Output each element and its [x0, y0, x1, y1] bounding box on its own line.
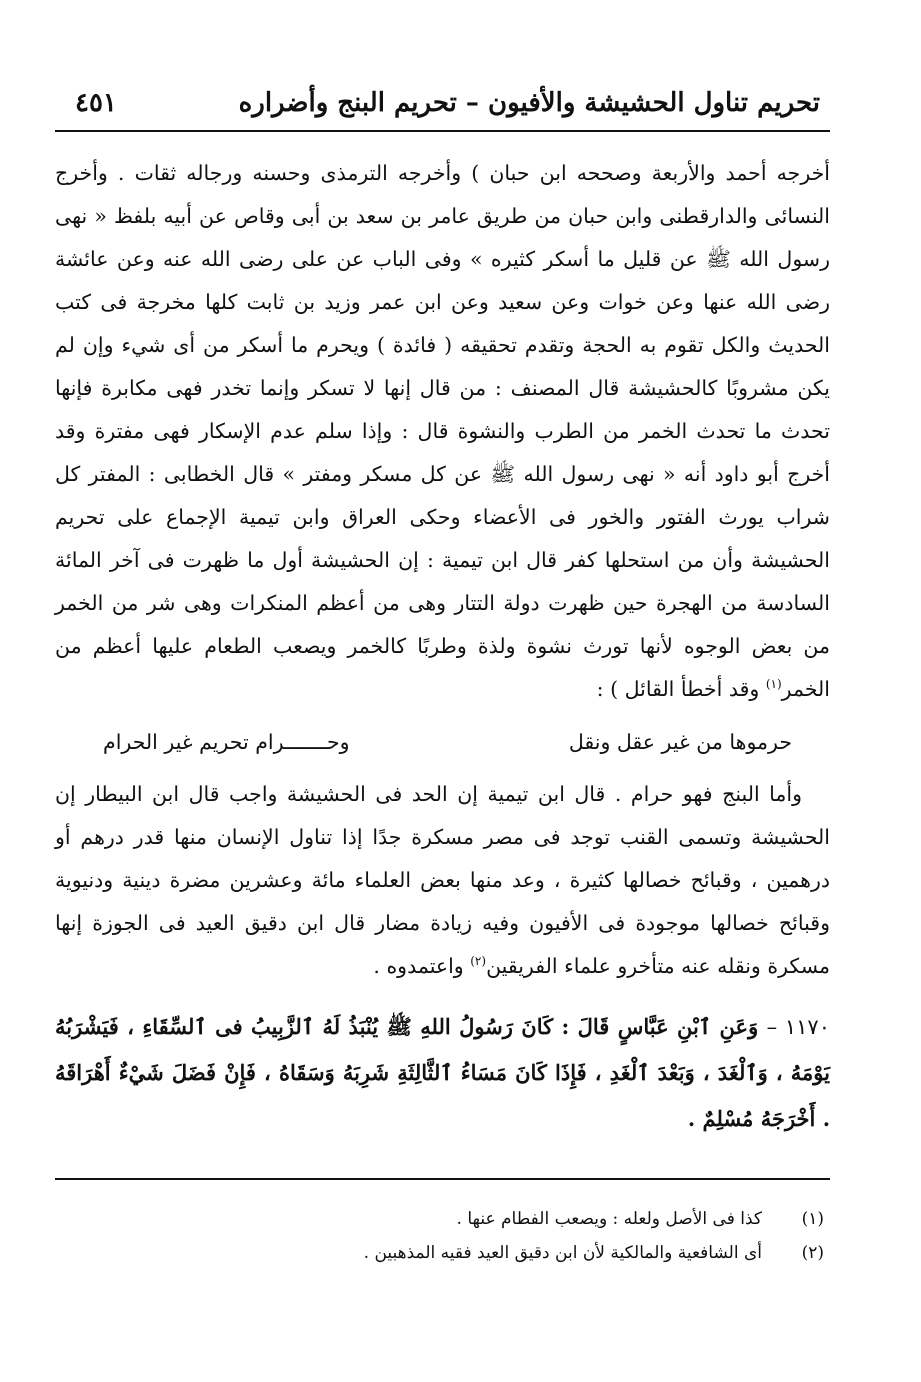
hadith-text: وَعَنِ ٱبْنِ عَبَّاسٍ قَالَ : كَانَ رَسُولُ اللهِ ﷺ يُنْبَذُ لَهُ ٱلزَّبِيبُ فى ٱلسِّقَاءِ ، فَيَشْرَبُهُ يَوْمَهُ ، وَٱلْغَدَ ، وَبَعْدَ ٱلْغَدِ ، فَإِذَا كَانَ مَسَاءُ ٱلثَّالِثَةِ شَرِبَهُ وَسَقَاهُ ، فَإِنْ فَضَلَ شَيْءٌ أَهْرَاقَهُ . أَخْرَجَهُ مُسْلِمٌ . [55, 1014, 830, 1131]
running-header [55, 80, 830, 132]
footnote-text: كذا فى الأصل ولعله : ويصعب الفطام عنها . [456, 1209, 762, 1229]
footnote-1 [55, 1202, 830, 1236]
hadith-number: ١١٧٠ – [766, 1015, 830, 1039]
verse-first-hemistich: حرموها من غير عقل ونقل [568, 730, 792, 754]
book-page [55, 80, 830, 1270]
footnotes [55, 1202, 830, 1270]
hadith-block [55, 1004, 830, 1142]
footnote-ref-1: (١) [765, 677, 782, 692]
footnote-number: (١) [801, 1209, 824, 1229]
header-title: تحريم تناول الحشيشة والأفيون – تحريم البنج وأضراره [238, 88, 820, 118]
footnote-2 [55, 1236, 830, 1270]
poetry-verse [55, 711, 830, 773]
footnote-text: أى الشافعية والمالكية لأن ابن دقيق العيد فقيه المذهبين . [363, 1243, 762, 1263]
paragraph-2 [55, 773, 830, 988]
paragraph-2-text: وأما البنج فهو حرام . قال ابن تيمية إن الحد فى الحشيشة واجب قال ابن البيطار إن الحشيشة وتسمى القنب توجد فى مصر مسكرة جدًا إذا تناول الإنسان منها قدر درهم أو درهمين ، وقبائح خصالها كثيرة ، وعد منها بعض العلماء مائة وعشرين مضرة دينية ودنيوية وقبائح خصالها موجودة فى الأفيون وفيه زيادة مضار قال ابن دقيق العيد فى الجوزة إنها مسكرة ونقله عنه متأخرو علماء الفريقين [55, 782, 830, 978]
verse-second-hemistich: وحـــــــرام تحريم غير الحرام [103, 730, 350, 754]
footnote-number: (٢) [801, 1243, 824, 1263]
paragraph-1-text: أخرجه أحمد والأربعة وصححه ابن حبان ) وأخرجه الترمذى وحسنه ورجاله ثقات . وأخرج النسائى والدارقطنى وابن حبان من طريق عامر بن سعد بن أبى وقاص عن أبيه بلفظ « نهى رسول الله ﷺ عن قليل ما أسكر كثيره » وفى الباب عن على رضى الله عنه وعن عائشة رضى الله عنها وعن خوات وعن سعيد وعن ابن عمر وزيد بن ثابت كلها مخرجة فى كتب الحديث والكل تقوم به الحجة وتقدم تحقيقه ( فائدة ) ويحرم ما أسكر من أى شيء وإن لم يكن مشروبًا كالحشيشة قال المصنف : من قال إنها لا تسكر وإنما تخدر فهى مكابرة فإنها تحدث ما تحدث الخمر من الطرب والنشوة قال : وإذا سلم عدم الإسكار فهى مفترة وقد أخرج أبو داود أنه « نهى رسول الله ﷺ عن كل مسكر ومفتر » قال الخطابى : المفتر كل شراب يورث الفتور والخور فى الأعضاء وحكى العراق وابن تيمية الإجماع على تحريم الحشيشة وأن من استحلها كفر قال ابن تيمية : إن الحشيشة أول ما ظهرت فى آخر المائة السادسة من الهجرة حين ظهرت دولة التتار وهى من أعظم المنكرات وهى شر من الخمر من بعض الوجوه لأنها تورث نشوة ولذة وطربًا كالخمر ويصعب الطعام عليها أعظم من الخمر [55, 161, 830, 701]
main-text [55, 152, 830, 988]
paragraph-2-end: واعتمدوه . [373, 954, 471, 978]
paragraph-1 [55, 152, 830, 711]
footnote-divider [55, 1178, 830, 1180]
paragraph-1-end: وقد أخطأ القائل ) : [596, 677, 766, 701]
page-number: ٤٥١ [75, 88, 117, 118]
footnote-ref-2: (٢) [470, 954, 487, 969]
